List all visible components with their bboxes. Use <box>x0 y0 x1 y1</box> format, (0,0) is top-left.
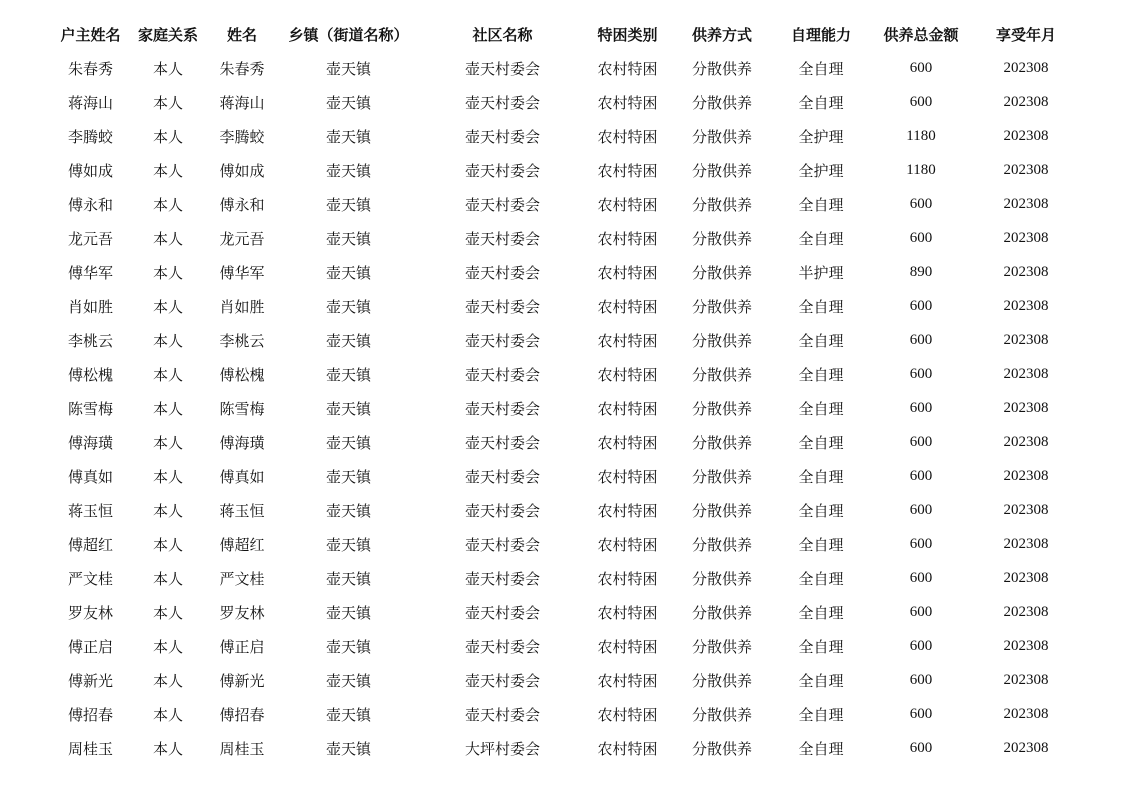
category-cell: 农村特困 <box>597 671 658 690</box>
relation-cell: 本人 <box>152 399 183 418</box>
township-cell: 壶天镇 <box>325 467 371 486</box>
table-row <box>52 425 1078 459</box>
householder-name-cell: 傅真如 <box>67 467 113 486</box>
support-method-cell: 分散供养 <box>691 399 752 418</box>
relation-cell: 本人 <box>152 263 183 282</box>
table-row <box>52 289 1078 323</box>
year-month-cell: 202308 <box>1003 59 1049 76</box>
table-row <box>52 527 1078 561</box>
community-cell: 壶天村委会 <box>464 501 540 520</box>
total-amount-cell: 600 <box>909 297 933 314</box>
category-cell: 农村特困 <box>597 569 658 588</box>
self-care-cell: 全自理 <box>798 637 844 656</box>
community-cell: 壶天村委会 <box>464 433 540 452</box>
householder-name-cell: 傅正启 <box>67 637 113 656</box>
householder-name-cell: 蒋玉恒 <box>67 501 113 520</box>
community-cell: 壶天村委会 <box>464 297 540 316</box>
self-care-cell: 全自理 <box>798 705 844 724</box>
self-care-cell: 全自理 <box>798 569 844 588</box>
support-method-cell: 分散供养 <box>691 705 752 724</box>
total-amount-cell: 600 <box>909 603 933 620</box>
column-header-self-care: 自理能力 <box>790 25 851 44</box>
township-cell: 壶天镇 <box>325 229 371 248</box>
table-row <box>52 391 1078 425</box>
name-cell: 傅超红 <box>219 535 265 554</box>
name-cell: 陈雪梅 <box>219 399 265 418</box>
year-month-cell: 202308 <box>1003 535 1049 552</box>
self-care-cell: 全自理 <box>798 467 844 486</box>
total-amount-cell: 600 <box>909 229 933 246</box>
support-method-cell: 分散供养 <box>691 59 752 78</box>
beneficiary-table <box>52 17 1078 765</box>
column-header-community: 社区名称 <box>472 25 533 44</box>
self-care-cell: 全自理 <box>798 229 844 248</box>
relation-cell: 本人 <box>152 603 183 622</box>
category-cell: 农村特困 <box>597 59 658 78</box>
table-row <box>52 221 1078 255</box>
community-cell: 壶天村委会 <box>464 467 540 486</box>
year-month-cell: 202308 <box>1003 297 1049 314</box>
community-cell: 壶天村委会 <box>464 365 540 384</box>
total-amount-cell: 600 <box>909 433 933 450</box>
support-method-cell: 分散供养 <box>691 331 752 350</box>
table-row <box>52 493 1078 527</box>
column-header-category: 特困类别 <box>597 25 658 44</box>
category-cell: 农村特困 <box>597 297 658 316</box>
table-row <box>52 357 1078 391</box>
community-cell: 壶天村委会 <box>464 127 540 146</box>
self-care-cell: 全自理 <box>798 93 844 112</box>
self-care-cell: 全护理 <box>798 127 844 146</box>
self-care-cell: 全自理 <box>798 535 844 554</box>
householder-name-cell: 傅松槐 <box>67 365 113 384</box>
township-cell: 壶天镇 <box>325 263 371 282</box>
name-cell: 傅永和 <box>219 195 265 214</box>
year-month-cell: 202308 <box>1003 637 1049 654</box>
category-cell: 农村特困 <box>597 433 658 452</box>
householder-name-cell: 傅招春 <box>67 705 113 724</box>
name-cell: 李腾蛟 <box>219 127 265 146</box>
self-care-cell: 全自理 <box>798 501 844 520</box>
support-method-cell: 分散供养 <box>691 501 752 520</box>
name-cell: 傅招春 <box>219 705 265 724</box>
table-body <box>52 51 1078 765</box>
column-header-support-method: 供养方式 <box>691 25 752 44</box>
category-cell: 农村特困 <box>597 739 658 758</box>
self-care-cell: 全自理 <box>798 365 844 384</box>
name-cell: 罗友林 <box>219 603 265 622</box>
category-cell: 农村特困 <box>597 229 658 248</box>
support-method-cell: 分散供养 <box>691 195 752 214</box>
householder-name-cell: 蒋海山 <box>67 93 113 112</box>
year-month-cell: 202308 <box>1003 501 1049 518</box>
township-cell: 壶天镇 <box>325 127 371 146</box>
table-row <box>52 561 1078 595</box>
community-cell: 壶天村委会 <box>464 229 540 248</box>
name-cell: 李桃云 <box>219 331 265 350</box>
category-cell: 农村特困 <box>597 637 658 656</box>
township-cell: 壶天镇 <box>325 535 371 554</box>
self-care-cell: 全自理 <box>798 297 844 316</box>
householder-name-cell: 肖如胜 <box>67 297 113 316</box>
relation-cell: 本人 <box>152 671 183 690</box>
year-month-cell: 202308 <box>1003 671 1049 688</box>
relation-cell: 本人 <box>152 569 183 588</box>
support-method-cell: 分散供养 <box>691 535 752 554</box>
table-row <box>52 323 1078 357</box>
self-care-cell: 半护理 <box>798 263 844 282</box>
community-cell: 壶天村委会 <box>464 161 540 180</box>
total-amount-cell: 600 <box>909 399 933 416</box>
total-amount-cell: 600 <box>909 467 933 484</box>
township-cell: 壶天镇 <box>325 365 371 384</box>
self-care-cell: 全护理 <box>798 161 844 180</box>
year-month-cell: 202308 <box>1003 161 1049 178</box>
township-cell: 壶天镇 <box>325 671 371 690</box>
table-row <box>52 85 1078 119</box>
community-cell: 壶天村委会 <box>464 195 540 214</box>
table-row <box>52 663 1078 697</box>
year-month-cell: 202308 <box>1003 705 1049 722</box>
householder-name-cell: 傅华军 <box>67 263 113 282</box>
table-row <box>52 119 1078 153</box>
community-cell: 壶天村委会 <box>464 93 540 112</box>
support-method-cell: 分散供养 <box>691 433 752 452</box>
year-month-cell: 202308 <box>1003 331 1049 348</box>
householder-name-cell: 龙元吾 <box>67 229 113 248</box>
category-cell: 农村特困 <box>597 195 658 214</box>
year-month-cell: 202308 <box>1003 739 1049 756</box>
township-cell: 壶天镇 <box>325 161 371 180</box>
support-method-cell: 分散供养 <box>691 297 752 316</box>
table-row <box>52 187 1078 221</box>
header-row <box>52 17 1078 51</box>
householder-name-cell: 傅新光 <box>67 671 113 690</box>
township-cell: 壶天镇 <box>325 705 371 724</box>
self-care-cell: 全自理 <box>798 739 844 758</box>
community-cell: 壶天村委会 <box>464 59 540 78</box>
community-cell: 壶天村委会 <box>464 399 540 418</box>
support-method-cell: 分散供养 <box>691 603 752 622</box>
householder-name-cell: 傅海璜 <box>67 433 113 452</box>
relation-cell: 本人 <box>152 739 183 758</box>
community-cell: 壶天村委会 <box>464 603 540 622</box>
township-cell: 壶天镇 <box>325 93 371 112</box>
name-cell: 周桂玉 <box>219 739 265 758</box>
name-cell: 傅正启 <box>219 637 265 656</box>
category-cell: 农村特困 <box>597 399 658 418</box>
name-cell: 蒋海山 <box>219 93 265 112</box>
support-method-cell: 分散供养 <box>691 161 752 180</box>
name-cell: 肖如胜 <box>219 297 265 316</box>
total-amount-cell: 890 <box>909 263 933 280</box>
support-method-cell: 分散供养 <box>691 93 752 112</box>
self-care-cell: 全自理 <box>798 671 844 690</box>
support-method-cell: 分散供养 <box>691 127 752 146</box>
year-month-cell: 202308 <box>1003 195 1049 212</box>
township-cell: 壶天镇 <box>325 399 371 418</box>
table-row <box>52 595 1078 629</box>
township-cell: 壶天镇 <box>325 637 371 656</box>
table-row <box>52 697 1078 731</box>
community-cell: 壶天村委会 <box>464 637 540 656</box>
support-method-cell: 分散供养 <box>691 739 752 758</box>
total-amount-cell: 1180 <box>906 161 936 178</box>
year-month-cell: 202308 <box>1003 127 1049 144</box>
total-amount-cell: 600 <box>909 501 933 518</box>
support-method-cell: 分散供养 <box>691 671 752 690</box>
total-amount-cell: 600 <box>909 93 933 110</box>
year-month-cell: 202308 <box>1003 229 1049 246</box>
support-method-cell: 分散供养 <box>691 229 752 248</box>
relation-cell: 本人 <box>152 467 183 486</box>
total-amount-cell: 600 <box>909 705 933 722</box>
name-cell: 严文桂 <box>219 569 265 588</box>
relation-cell: 本人 <box>152 331 183 350</box>
total-amount-cell: 1180 <box>906 127 936 144</box>
name-cell: 龙元吾 <box>219 229 265 248</box>
column-header-year-month: 享受年月 <box>995 25 1056 44</box>
total-amount-cell: 600 <box>909 671 933 688</box>
column-header-householder-name: 户主姓名 <box>60 25 121 44</box>
table-row <box>52 153 1078 187</box>
relation-cell: 本人 <box>152 535 183 554</box>
category-cell: 农村特困 <box>597 501 658 520</box>
category-cell: 农村特困 <box>597 263 658 282</box>
householder-name-cell: 罗友林 <box>67 603 113 622</box>
total-amount-cell: 600 <box>909 195 933 212</box>
column-header-name: 姓名 <box>226 25 257 44</box>
year-month-cell: 202308 <box>1003 569 1049 586</box>
category-cell: 农村特困 <box>597 331 658 350</box>
category-cell: 农村特困 <box>597 127 658 146</box>
township-cell: 壶天镇 <box>325 433 371 452</box>
support-method-cell: 分散供养 <box>691 263 752 282</box>
column-header-township: 乡镇（街道名称） <box>288 25 409 44</box>
table-row <box>52 51 1078 85</box>
township-cell: 壶天镇 <box>325 739 371 758</box>
relation-cell: 本人 <box>152 433 183 452</box>
township-cell: 壶天镇 <box>325 501 371 520</box>
self-care-cell: 全自理 <box>798 59 844 78</box>
township-cell: 壶天镇 <box>325 603 371 622</box>
householder-name-cell: 李腾蛟 <box>67 127 113 146</box>
householder-name-cell: 周桂玉 <box>67 739 113 758</box>
householder-name-cell: 傅超红 <box>67 535 113 554</box>
support-method-cell: 分散供养 <box>691 365 752 384</box>
self-care-cell: 全自理 <box>798 603 844 622</box>
relation-cell: 本人 <box>152 705 183 724</box>
support-method-cell: 分散供养 <box>691 637 752 656</box>
relation-cell: 本人 <box>152 297 183 316</box>
year-month-cell: 202308 <box>1003 433 1049 450</box>
relation-cell: 本人 <box>152 229 183 248</box>
community-cell: 壶天村委会 <box>464 705 540 724</box>
community-cell: 壶天村委会 <box>464 331 540 350</box>
community-cell: 大坪村委会 <box>464 739 540 758</box>
table-row <box>52 459 1078 493</box>
relation-cell: 本人 <box>152 365 183 384</box>
township-cell: 壶天镇 <box>325 195 371 214</box>
name-cell: 傅华军 <box>219 263 265 282</box>
township-cell: 壶天镇 <box>325 569 371 588</box>
name-cell: 傅海璜 <box>219 433 265 452</box>
community-cell: 壶天村委会 <box>464 671 540 690</box>
total-amount-cell: 600 <box>909 365 933 382</box>
name-cell: 傅新光 <box>219 671 265 690</box>
householder-name-cell: 朱春秀 <box>67 59 113 78</box>
name-cell: 傅松槐 <box>219 365 265 384</box>
community-cell: 壶天村委会 <box>464 569 540 588</box>
relation-cell: 本人 <box>152 93 183 112</box>
name-cell: 傅如成 <box>219 161 265 180</box>
self-care-cell: 全自理 <box>798 195 844 214</box>
total-amount-cell: 600 <box>909 739 933 756</box>
relation-cell: 本人 <box>152 637 183 656</box>
year-month-cell: 202308 <box>1003 603 1049 620</box>
self-care-cell: 全自理 <box>798 399 844 418</box>
year-month-cell: 202308 <box>1003 93 1049 110</box>
relation-cell: 本人 <box>152 127 183 146</box>
total-amount-cell: 600 <box>909 637 933 654</box>
relation-cell: 本人 <box>152 195 183 214</box>
name-cell: 蒋玉恒 <box>219 501 265 520</box>
householder-name-cell: 傅永和 <box>67 195 113 214</box>
table-header <box>52 17 1078 51</box>
name-cell: 朱春秀 <box>219 59 265 78</box>
township-cell: 壶天镇 <box>325 59 371 78</box>
category-cell: 农村特困 <box>597 705 658 724</box>
self-care-cell: 全自理 <box>798 433 844 452</box>
category-cell: 农村特困 <box>597 603 658 622</box>
relation-cell: 本人 <box>152 501 183 520</box>
township-cell: 壶天镇 <box>325 297 371 316</box>
category-cell: 农村特困 <box>597 93 658 112</box>
table-row <box>52 731 1078 765</box>
year-month-cell: 202308 <box>1003 467 1049 484</box>
table-row <box>52 629 1078 663</box>
township-cell: 壶天镇 <box>325 331 371 350</box>
category-cell: 农村特困 <box>597 365 658 384</box>
table-row <box>52 255 1078 289</box>
total-amount-cell: 600 <box>909 59 933 76</box>
community-cell: 壶天村委会 <box>464 535 540 554</box>
householder-name-cell: 陈雪梅 <box>67 399 113 418</box>
relation-cell: 本人 <box>152 161 183 180</box>
total-amount-cell: 600 <box>909 569 933 586</box>
householder-name-cell: 李桃云 <box>67 331 113 350</box>
self-care-cell: 全自理 <box>798 331 844 350</box>
support-method-cell: 分散供养 <box>691 569 752 588</box>
total-amount-cell: 600 <box>909 535 933 552</box>
column-header-relation: 家庭关系 <box>137 25 198 44</box>
column-header-total-amount: 供养总金额 <box>883 25 959 44</box>
year-month-cell: 202308 <box>1003 365 1049 382</box>
community-cell: 壶天村委会 <box>464 263 540 282</box>
total-amount-cell: 600 <box>909 331 933 348</box>
relation-cell: 本人 <box>152 59 183 78</box>
category-cell: 农村特困 <box>597 535 658 554</box>
householder-name-cell: 严文桂 <box>67 569 113 588</box>
year-month-cell: 202308 <box>1003 263 1049 280</box>
year-month-cell: 202308 <box>1003 399 1049 416</box>
support-method-cell: 分散供养 <box>691 467 752 486</box>
category-cell: 农村特困 <box>597 467 658 486</box>
householder-name-cell: 傅如成 <box>67 161 113 180</box>
category-cell: 农村特困 <box>597 161 658 180</box>
name-cell: 傅真如 <box>219 467 265 486</box>
